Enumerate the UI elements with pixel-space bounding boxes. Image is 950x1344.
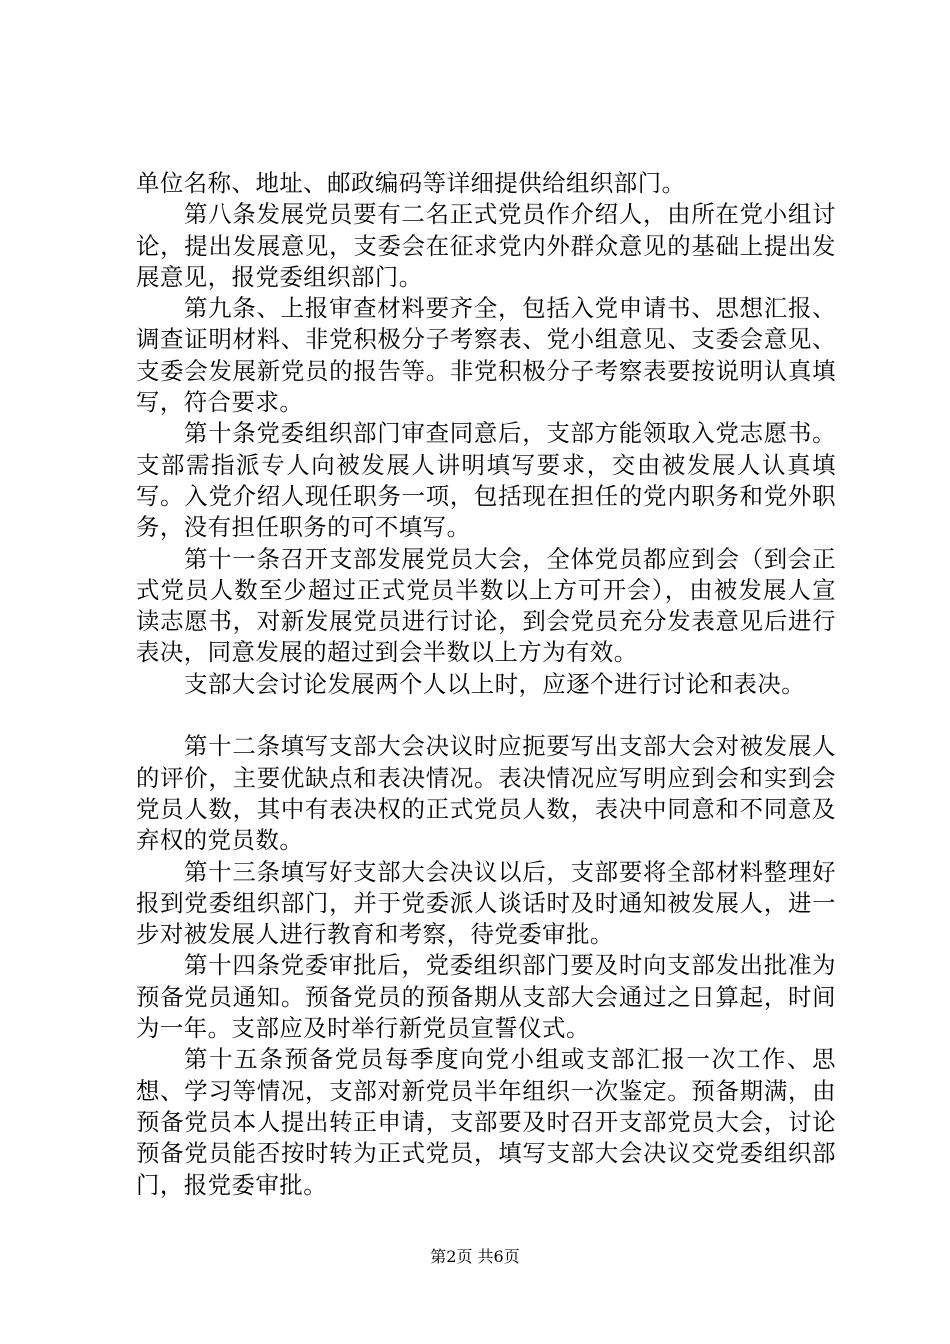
page-number-footer: 第2页 共6页 xyxy=(430,1247,520,1266)
paragraph-article-13: 第十三条填写好支部大会决议以后，支部要将全部材料整理好报到党委组织部门，并于党委派人谈话时及时通知被发展人，进一步对被发展人进行教育和考察，待党委审批。 xyxy=(136,857,836,949)
paragraph-article-15: 第十五条预备党员每季度向党小组或支部汇报一次工作、思想、学习等情况，支部对新党员半年组织一次鉴定。预备期满，由预备党员本人提出转正申请，支部要及时召开支部党员大会，讨论预备党员能否按时转为正式党员，填写支部大会决议交党委组织部门，报党委审批。 xyxy=(136,1045,836,1199)
paragraph-article-11-note: 支部大会讨论发展两个人以上时，应逐个进行讨论和表决。 xyxy=(184,669,806,698)
paragraph-article-9: 第九条、上报审查材料要齐全，包括入党申请书、思想汇报、调查证明材料、非党积极分子考察表、党小组意见、支委会意见、支委会发展新党员的报告等。非党积极分子考察表要按说明认真填写，符合要求。 xyxy=(136,294,836,417)
document-body xyxy=(136,168,836,1201)
paragraph-article-8: 第八条发展党员要有二名正式党员作介绍人，由所在党小组讨论，提出发展意见，支委会在征求党内外群众意见的基础上提出发展意见，报党委组织部门。 xyxy=(136,200,836,291)
paragraph-article-14: 第十四条党委审批后，党委组织部门要及时向支部发出批准为预备党员通知。预备党员的预备期从支部大会通过之日算起，时间为一年。支部应及时举行新党员宣誓仪式。 xyxy=(136,951,836,1043)
paragraph-continuation: 单位名称、地址、邮政编码等详细提供给组织部门。 xyxy=(136,169,686,197)
paragraph-article-10: 第十条党委组织部门审查同意后，支部方能领取入党志愿书。支部需指派专人向被发展人讲明填写要求，交由被发展人认真填写。入党介绍人现任职务一项，包括现在担任的党内职务和党外职务，没有担任职务的可不填写。 xyxy=(136,419,836,542)
paragraph-article-11: 第十一条召开支部发展党员大会，全体党员都应到会（到会正式党员人数至少超过正式党员半数以上方可开会），由被发展人宣读志愿书，对新发展党员进行讨论，到会党员充分发表意见后进行表决，同意发展的超过到会半数以上方为有效。 xyxy=(136,544,836,667)
paragraph-article-12: 第十二条填写支部大会决议时应扼要写出支部大会对被发展人的评价，主要优缺点和表决情况。表决情况应写明应到会和实到会党员人数，其中有表决权的正式党员人数，表决中同意和不同意及弃权的党员数。 xyxy=(136,732,836,855)
